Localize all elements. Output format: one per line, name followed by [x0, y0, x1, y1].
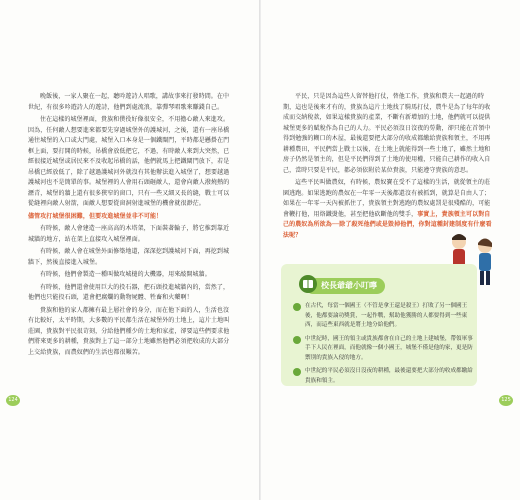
body-paragraph: 有時候，他們還會使用巨大的投石器，把石頭投進城牆內的，當然了，他們也只能投石頭，還會把腐爛的動物屍體、牲畜和火藥啊！: [28, 283, 230, 301]
bullet-icon: [293, 368, 301, 376]
tips-title-badge: [305, 278, 385, 294]
tip-item: [293, 367, 477, 386]
tips-title: 校長爺爺小叮嚀: [321, 281, 377, 290]
tip-text: 在古代，每當一個國王（不管是拿王還是殺王）打敗了另一個國王後，他都要論功獎賞，一起作戰，幫助他獲勝的人都要得到一些東西，而這些東西就是將土地分給他們。: [305, 303, 468, 328]
tip-item: [293, 335, 477, 364]
body-paragraph: 貴族和他的家人都擁有最上層社會的身分，而在他下面的人，生活也沒有比較好，太平時期，大多數的平民都生活在城堡外的土地上，這片土地叫莊園，貴族對平民很苛刻，分給他們種少的土地和家產，卻要這些們要求他們將來更多的耕種，貴族對上了這一部分土地雖然他們必須把收成的大部分上交給貴族，而農奴們的生活也都很艱苦。: [28, 306, 230, 356]
highlighted-sentence: 儘管攻打城堡很困難，但要攻進城堡並非不可能！: [28, 212, 163, 220]
page-number-right: 125: [499, 395, 513, 406]
left-body-text: [28, 92, 233, 360]
page-number-left: 124: [6, 395, 20, 406]
tips-box: [281, 264, 477, 386]
tip-text: 中世紀的平民必須沒日沒夜的耕種，最後還要把大部分的收成都繳給貴族和領主。: [305, 368, 473, 384]
tip-text: 中世紀時，國王的領主或貴族都會在自己的土地上建城堡，帶領軍事手下人民在裡面，而他就像一個小國王，城堡不僅是他的家，更是防禦別的貴族入侵的地方。: [305, 335, 473, 361]
bullet-icon: [293, 336, 301, 344]
body-paragraph: 有時候，他們會製造一種叫做攻城槌的大機器，用來敲開城牆。: [40, 271, 211, 278]
body-paragraph: 晚飯後，一家人聚在一起，聽吟遊詩人唱歌，講故事來打發時間。在中世紀，有很多吟遊詩人的遊詩，他們到處流浪，靠彈琴唱歌來賺錢自己。: [28, 93, 230, 111]
bullet-icon: [293, 303, 301, 311]
right-body-text: [283, 92, 493, 243]
book-icon: [299, 275, 317, 293]
body-paragraph: 有時候，敵人會在城堡外面修築地道，深深挖到護城河下面，再挖到城牆下，然後直接進入城堡。: [28, 248, 230, 266]
tips-list: [293, 302, 477, 390]
left-page: [0, 0, 259, 500]
body-paragraph: [283, 92, 493, 176]
highlighted-question: 事實上，貴族領主可以對自己的農奴為所欲為──除了殺死他們或是毀掉他們，你對這種封建制度有什麼看法呢？: [283, 210, 492, 239]
right-page: [261, 0, 520, 500]
body-paragraph: 住在這樣的城堡裡面，貴族和僕役好像很安全，不用擔心敵人來進攻。因為，任何敵人想要進來都要先穿過城堡外的護城河，之後，還有一座吊橋通往城堡的入口或大門處，城堡入口本身是一個鐵閘門，平時都是懸掛在門框上面，要打開的時候，吊橋會放低把它，不過，有時敵人來到大突然，已經很接近城堡或居民來不及收起吊橋的話，他們就馬上把鐵閘門放下，若是吊橋已經放低了，除了越過護城河外就沒有其他辦法進入城堡了，想要越過護城河也不是簡單的事。城堡裡的人會用石頭砸敵人，還會向敵人潑燒熱的瀝青，城堡的牆上還有很多狹窄的窗口，只有一些又細又長的縫，戰士可以從縫裡向敵人射箭，面敵人想要從窗洞射進城堡的機會就很渺茫。: [28, 116, 230, 207]
body-paragraph: 有時候，敵人會建造一座高高的木塔架，下面裝著輪子，將它推到靠近城牆的地方，站在架上直接攻入城堡裡面。: [28, 225, 230, 243]
tip-item: [293, 302, 477, 331]
paragraph-run: 平民，只是因為這些人留替他打仗，替他工作，貴族和農夫一起過的時期，這也是後來才有的，貴族為這片土地找了騎馬打仗，農牛是為了每年的收成而交納稅款，如果這樣貴族的產業，不斷有新增加的土地，他們就可以提供城堡更多的賦稅作為自己的人力。平民必須沒日沒夜的勞動，卻只能在首領中得到勉強的糊口的木屋，最後還要把大部分的收成都繳給貴族和領主，不用再耕種農田，平民們當上戰士以後，在土地上就能得到一些土地了，雖然土地和房子仍然是領主的，但是平民們得到了土地的使用權，只能自己耕作的收入自己，當時只要是平民，都必須依附於某位貴族，只能遵守貴族的意思。: [283, 93, 491, 174]
paragraph-run: 這些平民叫做農奴，有時候，農奴寶在受不了這樣的生活，就從領主的莊園逃跑。如果逃跑的農奴在一年零一天後都還沒有被抓到，就算是自由人了；如果在一年零一天內被抓住了，貴族領主對逃跑的農奴處罰是很殘酷的，可能會鞭打他，用烙鐵燙他，甚至把他砍斷他的雙手，: [283, 179, 491, 218]
